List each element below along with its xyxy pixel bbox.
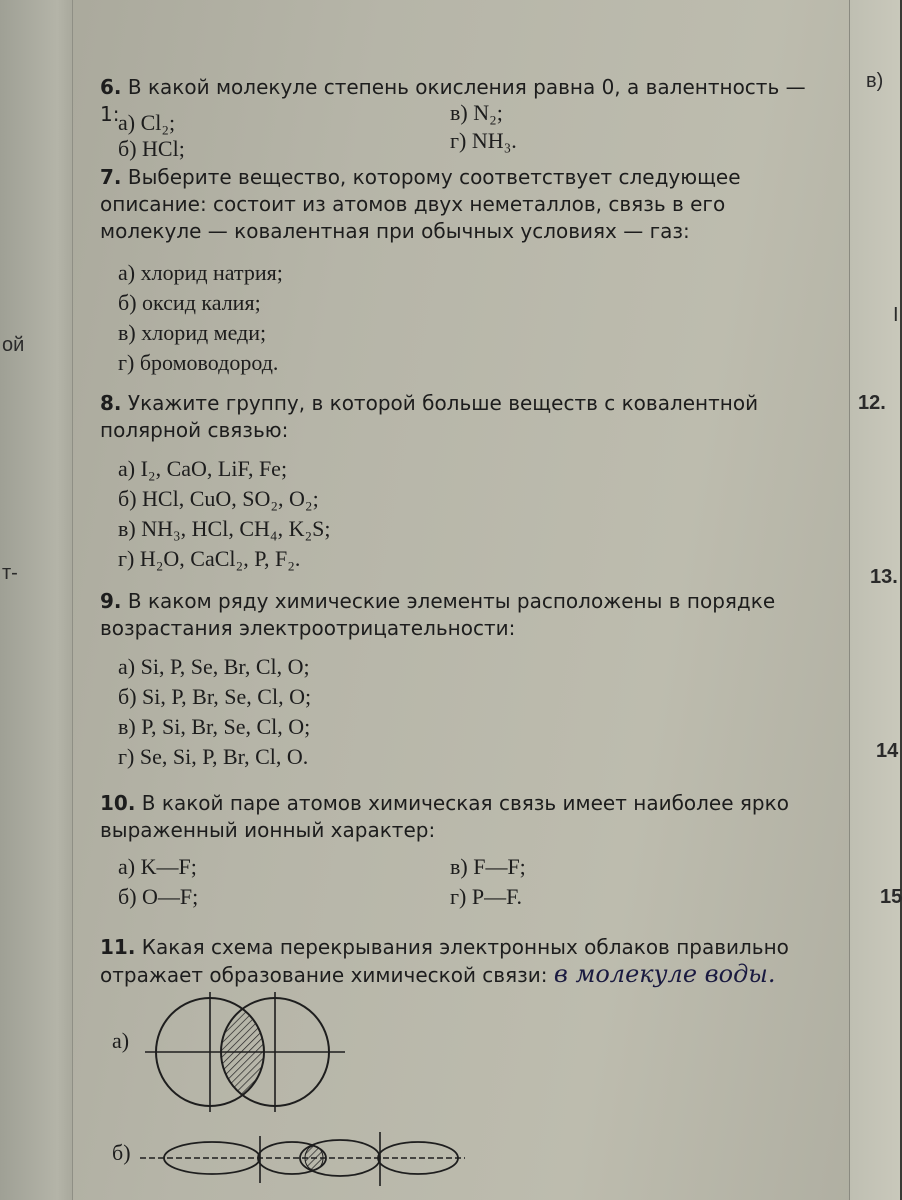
right-edge-text: I — [893, 304, 899, 326]
option-v: в) F—F; — [450, 854, 526, 879]
option-a: а) — [112, 1028, 130, 1053]
option-v: в) P, Si, Br, Se, Cl, O; — [118, 714, 311, 739]
right-edge-text: в) — [866, 70, 884, 92]
option-v: в) N₂; — [450, 100, 503, 125]
question-number: 8. — [100, 391, 122, 415]
question-text: В какой молекуле степень окисления равна 0, а валентность —1: — [100, 75, 806, 126]
option-a: а) Cl₂; — [118, 110, 176, 135]
question-text: В какой паре атомов химическая связь имеет наиболее ярко выраженный ионный характер: — [100, 791, 789, 842]
overlap-region — [305, 1146, 323, 1170]
question-text: Укажите группу, в которой больше веществ с ковалентной полярной связью: — [100, 391, 759, 442]
question-11 — [100, 934, 820, 989]
question-7 — [100, 164, 820, 245]
orbital-overlap-diagram-b — [140, 1128, 470, 1188]
right-edge-text: 12. — [858, 392, 886, 414]
left-page-edge — [0, 0, 73, 1200]
option-a: а) K—F; — [118, 854, 197, 879]
right-edge-text: 14 — [876, 740, 899, 762]
question-number: 7. — [100, 165, 122, 189]
option-b: б) оксид калия; — [118, 290, 261, 315]
question-text: Выберите вещество, которому соответствует следующее описание: состоит из атомов двух неметаллов, связь в его молекуле — ковалентная при обычных условиях — газ: — [100, 165, 741, 243]
question-10 — [100, 790, 820, 844]
option-b: б) Si, P, Br, Se, Cl, O; — [118, 684, 312, 709]
option-a: а) I₂, CaO, LiF, Fe; — [118, 456, 288, 481]
option-g: г) Se, Si, P, Br, Cl, O. — [118, 744, 309, 769]
question-9 — [100, 588, 820, 642]
question-number: 9. — [100, 589, 122, 613]
question-number: 11. — [100, 935, 136, 959]
option-b: б) O—F; — [118, 884, 199, 909]
option-b: б) HCl; — [118, 136, 185, 161]
option-g: г) NH₃. — [450, 128, 517, 153]
right-edge-text: 13. — [870, 566, 898, 588]
orbital-overlap-diagram-a — [140, 990, 360, 1120]
option-g: г) H₂O, CaCl₂, P, F₂. — [118, 546, 301, 571]
right-page-edge — [849, 0, 900, 1200]
left-edge-text: т- — [2, 562, 18, 584]
left-edge-text: ой — [2, 334, 25, 356]
question-number: 6. — [100, 75, 122, 99]
question-number: 10. — [100, 791, 136, 815]
option-a: а) Si, P, Se, Br, Cl, O; — [118, 654, 310, 679]
option-g: г) бромоводород. — [118, 350, 279, 375]
question-8 — [100, 390, 820, 444]
option-b: б) HCl, CuO, SO₂, O₂; — [118, 486, 319, 511]
option-v: в) хлорид меди; — [118, 320, 267, 345]
option-v: в) NH₃, HCl, CH₄, K₂S; — [118, 516, 331, 541]
option-g: г) P—F. — [450, 884, 523, 909]
handwritten-note: в молекуле воды. — [553, 960, 776, 988]
right-edge-text: 15 — [880, 886, 902, 908]
option-b: б) — [112, 1140, 131, 1165]
option-a: а) хлорид натрия; — [118, 260, 283, 285]
question-text: В каком ряду химические элементы расположены в порядке возрастания электроотрицательности: — [100, 589, 776, 640]
question-text: Какая схема перекрывания электронных облаков правильно отражает образование химической связи: — [100, 935, 789, 987]
